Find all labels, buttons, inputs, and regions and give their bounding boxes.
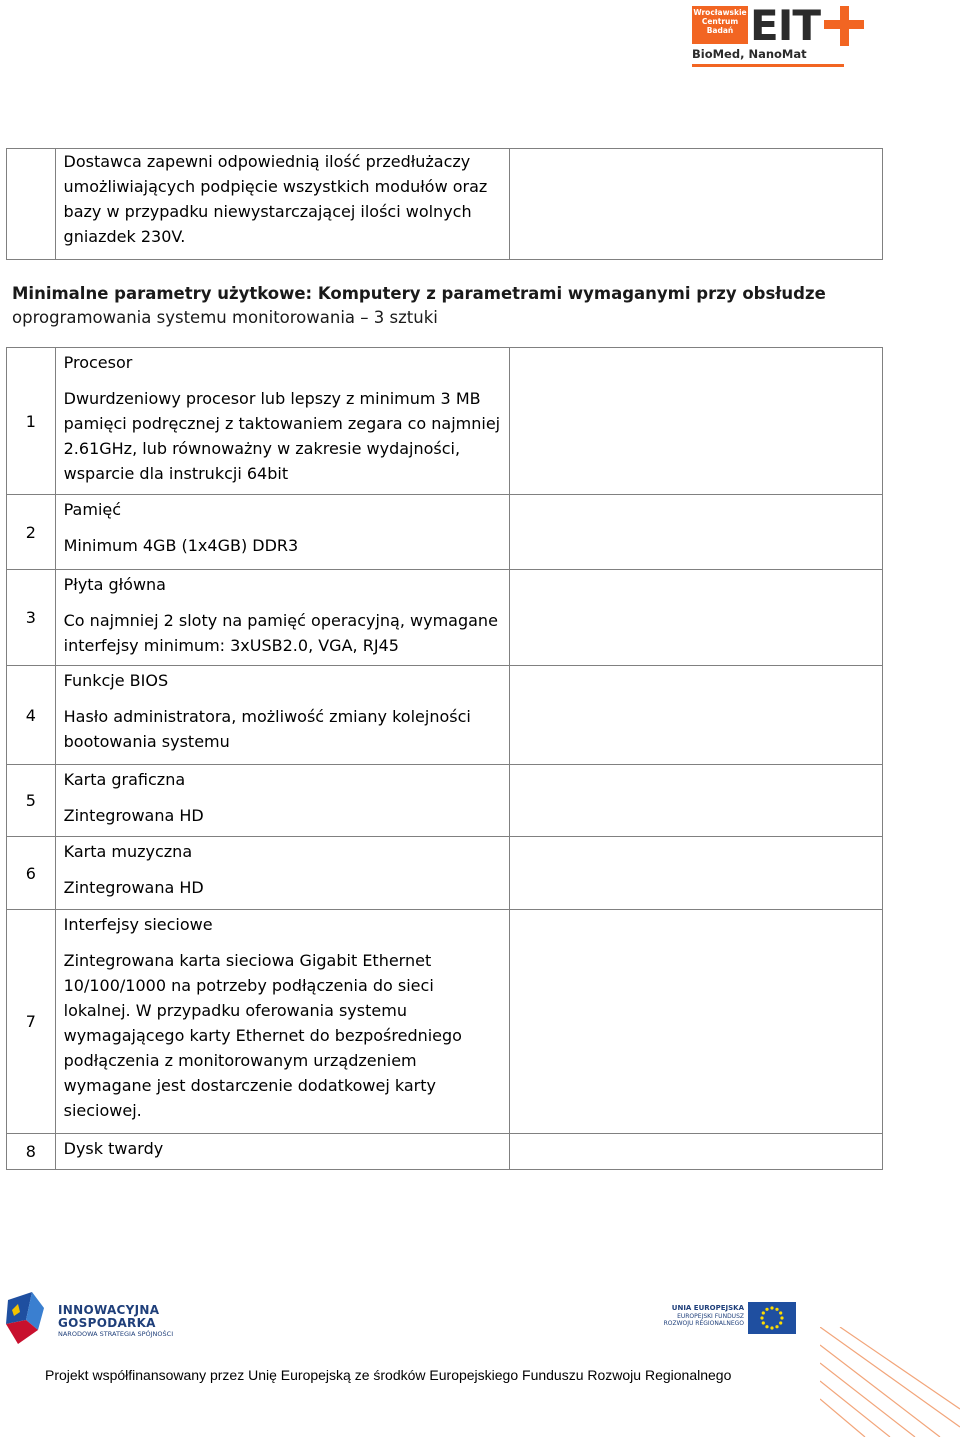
spec-cell [55, 348, 509, 495]
spec-title: Pamięć [63, 500, 122, 519]
spec-body: Hasło administratora, możliwość zmiany kolejności bootowania systemu [63, 707, 471, 751]
eu-logo [663, 1302, 796, 1336]
spec-cell [55, 837, 509, 910]
logo-subtitle: BioMed, NanoMat [692, 47, 807, 61]
empty-response-cell [509, 495, 882, 570]
row-number: 7 [7, 910, 56, 1134]
eu-logo-text [664, 1304, 744, 1327]
logo-box-line-2: Centrum [701, 17, 739, 26]
eu-flag-icon [748, 1302, 796, 1334]
empty-response-cell [509, 348, 882, 495]
row-number: 5 [7, 765, 56, 837]
spec-body: Minimum 4GB (1x4GB) DDR3 [63, 536, 299, 555]
table-row [7, 666, 883, 765]
logo-box-line-3: Badań [706, 26, 734, 35]
row-number: 8 [7, 1134, 56, 1170]
cofinancing-statement: Projekt współfinansowany przez Unię Europejską ze środków Europejskiego Funduszu Rozwoju Regionalnego [45, 1367, 732, 1383]
table-row [7, 495, 883, 570]
row-number: 2 [7, 495, 56, 570]
requirement-text: Dostawca zapewni odpowiednią ilość przedłużaczy umożliwiających podpięcie wszystkich modułów oraz bazy w przypadku niewystarczającej ilości wolnych gniazdek 230V. [63, 152, 488, 246]
requirement-cell [55, 149, 509, 260]
section-heading-line-2: oprogramowania systemu monitorowania – 3 sztuki [12, 308, 438, 327]
spec-cell [55, 495, 509, 570]
spec-title: Funkcje BIOS [63, 671, 169, 690]
row-number: 4 [7, 666, 56, 765]
table-row [7, 1134, 883, 1170]
spec-body: Zintegrowana HD [63, 806, 204, 825]
empty-response-cell [509, 765, 882, 837]
eu-line-3: ROZWOJU REGIONALNEGO [663, 1320, 744, 1327]
row-number: 3 [7, 570, 56, 666]
spec-body: Zintegrowana karta sieciowa Gigabit Ethernet 10/100/1000 na potrzeby podłączenia do sieci lokalnej. W przypadku oferowania systemu wymagającego karty Ethernet do bezpośredniego podłączenia z monitorowanym urządzeniem wymagane jest dostarczenie dodatkowej karty sieciowej. [63, 951, 462, 1120]
empty-response-cell [509, 1134, 882, 1170]
eu-line-1: UNIA EUROPEJSKA [671, 1304, 744, 1312]
table-row [7, 765, 883, 837]
plus-icon-vertical [840, 6, 849, 46]
spec-title: Interfejsy sieciowe [63, 915, 213, 934]
table-row [7, 149, 883, 260]
spec-title: Procesor [63, 353, 133, 372]
ig-title [58, 1304, 159, 1330]
empty-response-cell [509, 149, 882, 260]
wcb-logo-box [692, 6, 748, 44]
eit-logo [692, 1, 872, 68]
table-row [7, 348, 883, 495]
logo-main-text: EIT [750, 1, 820, 50]
spec-cell [55, 910, 509, 1134]
logo-box-line-1: Wrocławskie [693, 8, 747, 17]
section-heading [12, 282, 952, 330]
innowacyjna-gospodarka-logo [4, 1290, 204, 1346]
spec-title: Dysk twardy [63, 1139, 164, 1158]
logo-underline [692, 64, 844, 67]
spec-cell [55, 666, 509, 765]
eu-stars-icon [748, 1302, 796, 1334]
ig-subtitle: NARODOWA STRATEGIA SPÓJNOŚCI [58, 1330, 174, 1338]
empty-number-cell [7, 149, 56, 260]
spec-body: Dwurdzeniowy procesor lub lepszy z minimum 3 MB pamięci podręcznej z taktowaniem zegara co najmniej 2.61GHz, lub równoważny w zakresie wydajności, wsparcie dla instrukcji 64bit [63, 389, 501, 483]
eu-line-2: EUROPEJSKI FUNDUSZ [677, 1313, 744, 1320]
extension-cord-table [6, 148, 883, 260]
computer-spec-table [6, 347, 883, 1170]
spec-title: Płyta główna [63, 575, 166, 594]
ig-emblem-icon [4, 1290, 54, 1346]
table-row [7, 570, 883, 666]
spec-title: Karta muzyczna [63, 842, 193, 861]
row-number: 1 [7, 348, 56, 495]
row-number: 6 [7, 837, 56, 910]
spec-body: Zintegrowana HD [63, 878, 204, 897]
section-heading-line-1: Minimalne parametry użytkowe: Komputery z parametrami wymaganymi przy obsłudze [12, 284, 826, 303]
empty-response-cell [509, 666, 882, 765]
empty-response-cell [509, 570, 882, 666]
spec-cell [55, 765, 509, 837]
empty-response-cell [509, 910, 882, 1134]
spec-body: Co najmniej 2 sloty na pamięć operacyjną, wymagane interfejsy minimum: 3xUSB2.0, VGA, RJ45 [63, 611, 498, 655]
spec-cell [55, 1134, 509, 1170]
table-row [7, 910, 883, 1134]
ig-title-line-1: INNOWACYJNA [58, 1303, 160, 1317]
ig-title-line-2: GOSPODARKA [58, 1316, 156, 1330]
spec-cell [55, 570, 509, 666]
table-row [7, 837, 883, 910]
empty-response-cell [509, 837, 882, 910]
decorative-corner-lines [820, 1327, 960, 1437]
spec-title: Karta graficzna [63, 770, 186, 789]
